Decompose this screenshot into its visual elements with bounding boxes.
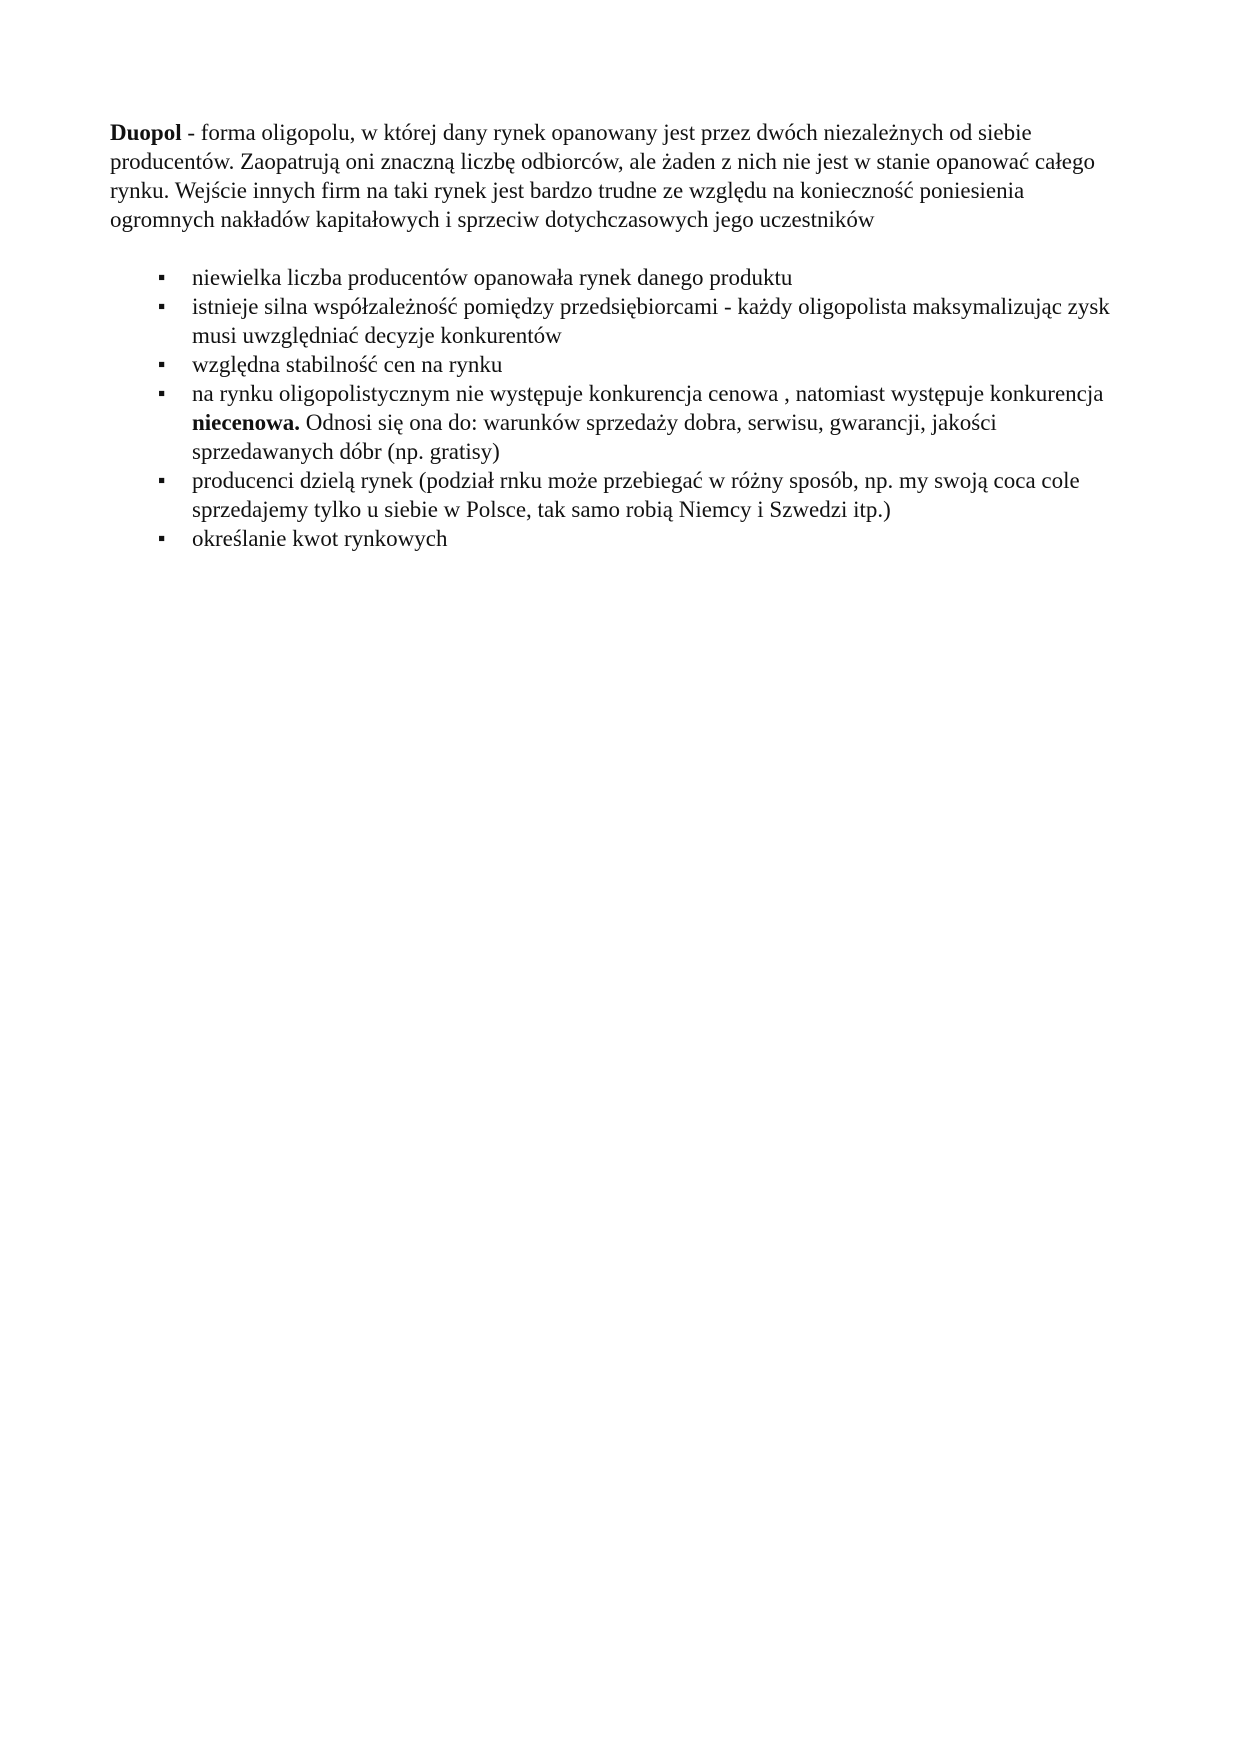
list-item-text-pre: określanie kwot rynkowych — [192, 526, 448, 551]
list-item-4 — [110, 379, 1128, 466]
list-item-text-pre: producenci dzielą rynek (podział rnku może przebiegać w różny sposób, np. my swoją coca cole sprzedajemy tylko u siebie w Polsce, tak samo robią Niemcy i Szwedzi itp.) — [192, 468, 1080, 522]
list-item-text-pre: istnieje silna współzależność pomiędzy przedsiębiorcami - każdy oligopolista maksymalizując zysk musi uwzględniać decyzje konkurentów — [192, 294, 1110, 348]
list-item-1 — [110, 263, 1128, 292]
list-item-text — [192, 350, 1128, 379]
list-item-3 — [110, 350, 1128, 379]
list-item-text-bold: niecenowa. — [192, 410, 300, 435]
list-item-text-pre: względna stabilność cen na rynku — [192, 352, 503, 377]
square-bullet-icon: ▪ — [158, 265, 166, 289]
square-bullet-icon: ▪ — [158, 352, 166, 376]
term-duopol: Duopol — [110, 120, 182, 145]
square-bullet-icon: ▪ — [158, 294, 166, 318]
square-bullet-icon: ▪ — [158, 381, 166, 405]
list-item-text — [192, 466, 1128, 524]
square-bullet-icon: ▪ — [158, 468, 166, 492]
list-item-2 — [110, 292, 1128, 350]
square-bullet-icon: ▪ — [158, 526, 166, 550]
list-item-text-pre: na rynku oligopolistycznym nie występuje konkurencja cenowa , natomiast występuje konkurencja — [192, 381, 1104, 406]
list-item-5 — [110, 466, 1128, 524]
bullet-list — [110, 263, 1128, 553]
list-item-6 — [110, 524, 1128, 553]
document-content — [110, 118, 1128, 553]
list-item-text — [192, 379, 1128, 466]
list-item-text — [192, 263, 1128, 292]
list-item-text-pre: niewielka liczba producentów opanowała rynek danego produktu — [192, 265, 793, 290]
intro-paragraph — [110, 118, 1128, 234]
list-item-text — [192, 292, 1128, 350]
list-item-text-post: Odnosi się ona do: warunków sprzedaży dobra, serwisu, gwarancji, jakości sprzedawanych dóbr (np. gratisy) — [192, 410, 997, 464]
intro-text: - forma oligopolu, w której dany rynek opanowany jest przez dwóch niezależnych od siebie producentów. Zaopatrują oni znaczną liczbę odbiorców, ale żaden z nich nie jest w stanie opanować całego rynku. Wejście innych firm na taki rynek jest bardzo trudne ze względu na konieczność poniesienia ogromnych nakładów kapitałowych i sprzeciw dotychczasowych jego uczestników — [110, 120, 1095, 232]
list-item-text — [192, 524, 1128, 553]
